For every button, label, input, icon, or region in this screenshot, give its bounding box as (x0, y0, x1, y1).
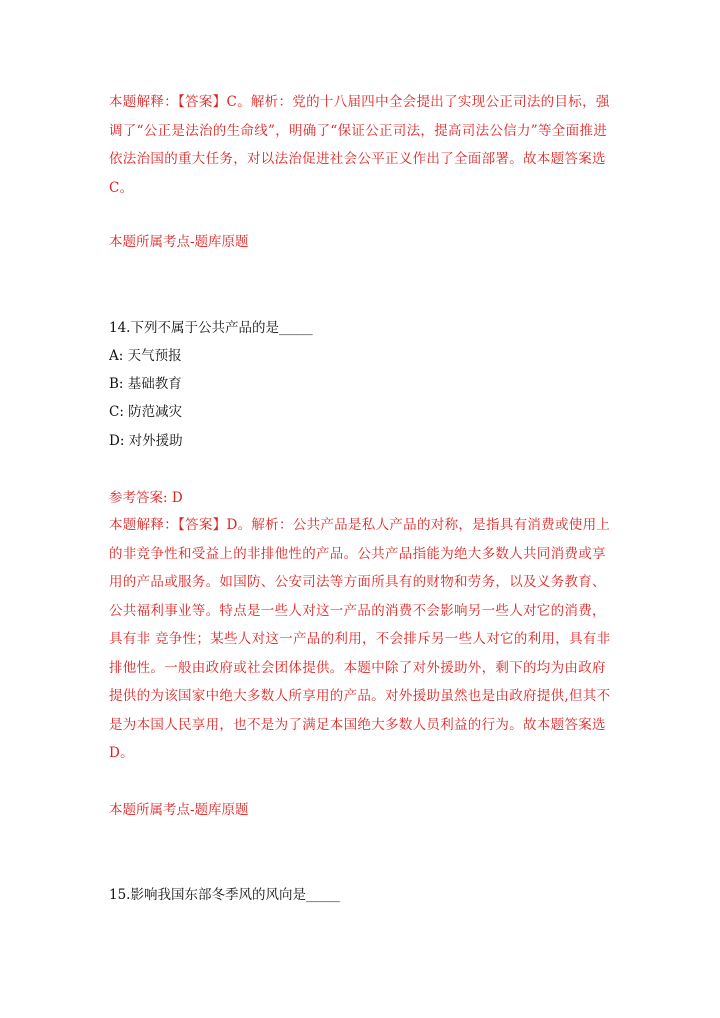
q14-option-d: D: 对外援助 (109, 433, 183, 449)
q14-source: 本题所属考点-题库原题 (109, 802, 249, 818)
q13-explanation: 本题解释：【答案】C。解析：党的十八届四中全会提出了实现公正司法的目标，强调了“公正是法治的生命线”，明确了“保证公正司法，提高司法公信力”等全面推进依法治国的重大任务，对以法治促进社会公平正义作出了全面部署。故本题答案选C。 (109, 94, 610, 196)
q13-source: 本题所属考点-题库原题 (109, 234, 249, 250)
q14-option-c: C: 防范减灾 (109, 404, 183, 420)
q14-explanation: 本题解释：【答案】D。解析：公共产品是私人产品的对称，是指具有消费或使用上的非竞争性和受益上的非排他性的产品。公共产品指能为绝大多数人共同消费或享用的产品或服务。如国防、公安司法等方面所具有的财物和劳务，以及义务教育、公共福利事业等。特点是一些人对这一产品的消费不会影响另一些人对它的消费，具有非 竞争性；某些人对这一产品的利用，不会排斥另一些人对它的利用，具有非排他性。一般由政府或社会团体提供。本题中除了对外援助外，剩下的均为由政府提供的为该国家中绝大多数人所享用的产品。对外援助虽然也是由政府提供,但其不是为本国人民享用，也不是为了满足本国绝大多数人员利益的行为。故本题答案选D。 (109, 517, 611, 761)
q14-question: 14.下列不属于公共产品的是_____ (109, 320, 313, 336)
q14-option-b: B: 基础教育 (109, 376, 182, 392)
q14-answer: 参考答案: D (109, 490, 183, 506)
q14-option-a: A: 天气预报 (109, 348, 182, 364)
q15-question: 15.影响我国东部冬季风的风向是_____ (109, 887, 340, 903)
